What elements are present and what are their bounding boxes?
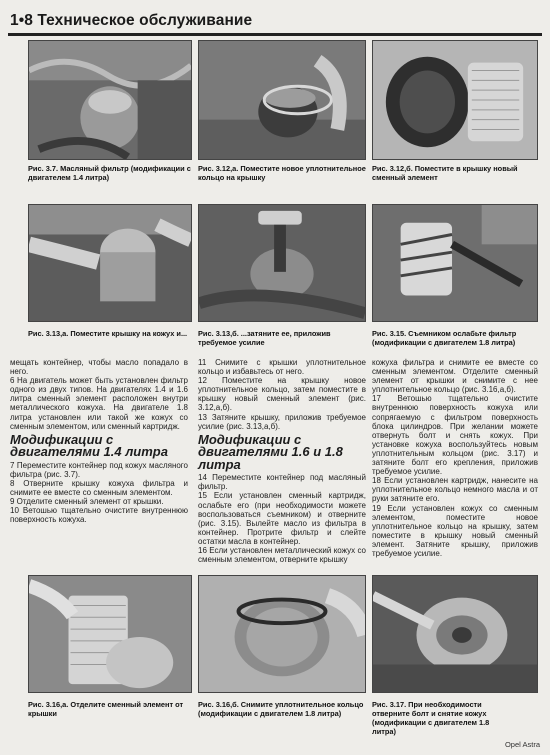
figure-3-13a-caption: Рис. 3.13,а. Поместите крышку на кожух и... [28,329,188,338]
paragraph: 6 На двигатель может быть установлен фильтр одного из двух типов. На двигателях 1.4 и 1.6 литра сменный элемент расположен внутри металлического кожуха. На двигателе 1.8 литра установлен или такой же кожух со сменным элементом, или сменный картридж. [10,376,188,431]
figure-3-12b-photo [372,40,538,160]
figure-3-12a-caption: Рис. 3.12,а. Поместите новое уплотнительное кольцо на крышку [198,164,366,182]
paragraph: 10 Ветошью тщательно очистите внутреннюю поверхность кожуха. [10,506,188,525]
figure-3-13b-photo [198,204,366,322]
paragraph: 17 Ветошью тщательно очистите внутреннюю поверхность кожуха или сопрягаемую с фильтром поверхность блока цилиндров. При желании можете отвернуть болт и снять кожух. При установке кожуха воспользуйтесь новым уплотнительным кольцом (рис. 3.17) и затяните болт его крепления, приложив требуемое усилие. [372,394,538,477]
figure-3-7-photo [28,40,192,160]
page-title: 1•8 Техническое обслуживание [10,12,253,29]
figure-3-13a-photo [28,204,192,322]
figure-3-12a-photo [198,40,366,160]
paragraph: кожуха фильтра и снимите ее вместе со сменным элементом. Отделите сменный элемент от крышки и снимите с нее уплотнительное кольцо (рис. 3.16,а,б). [372,358,538,395]
figure-3-17-caption: Рис. 3.17. При необходимости отверните болт и снятие кожух (модификации с двигателем 1.8 литра) [372,700,490,736]
section-heading: Модификации с двигателями 1.4 литра [10,431,168,460]
figure-3-15-caption: Рис. 3.15. Съемником ослабьте фильтр (модификации с двигателем 1.8 литра) [372,329,517,347]
paragraph: 13 Затяните крышку, приложив требуемое усилие (рис. 3.13,а,б). [198,412,366,431]
figure-3-12b-caption: Рис. 3.12,б. Поместите в крышку новый сменный элемент [372,164,518,182]
figure-3-16a-photo [28,575,192,693]
paragraph: 16 Если установлен металлический кожух со сменным элементом, отверните крышку [198,546,366,565]
paragraph: 14 Переместите контейнер под масляный фильтр. [198,473,366,492]
figure-3-13b-caption: Рис. 3.13,б. ...затяните ее, приложив требуемое усилие [198,329,331,347]
figure-3-16b-photo [198,575,366,693]
figure-3-16b-caption: Рис. 3.16,б. Снимите уплотнительное кольцо (модификации с двигателем 1.8 литра) [198,700,364,718]
text-column-1 [10,358,188,524]
paragraph: 15 Если установлен сменный картридж, ослабьте его (при необходимости можете воспользоваться съемником) и отверните (рис. 3.15). Вылейте масло из фильтра в контейнер. Протрите фильтр и слейте остатки масла в контейнер. [198,491,366,546]
text-column-2 [198,358,366,564]
text-column-3 [372,358,538,558]
paragraph: мещать контейнер, чтобы масло попадало в него. [10,358,188,377]
figure-3-7-caption: Рис. 3.7. Масляный фильтр (модификации с двигателем 1.4 литра) [28,164,191,182]
paragraph: 9 Отделите сменный элемент от крышки. [10,497,164,507]
paragraph: 12 Поместите на крышку новое уплотнительное кольцо, затем поместите в крышку новый сменный элемент (рис. 3.12,а,б). [198,376,366,413]
paragraph: 7 Переместите контейнер под кожух масляного фильтра (рис. 3.7). [10,460,188,479]
page-footer: Opel Astra [504,740,540,749]
header-rule [8,33,542,36]
paragraph: 18 Если установлен картридж, нанесите на уплотнительное кольцо немного масла и от руки затяните его. [372,476,538,504]
figure-3-17-photo [372,575,538,693]
page-header [0,0,550,38]
section-heading: Модификации с двигателями 1.6 и 1.8 литра [198,431,343,472]
paragraph: 19 Если установлен кожух со сменным элементом, поместите новое уплотнительное кольцо на крышку, затем поместите в крышку новый сменный элемент. Затяните крышку, приложив требуемое усилие. [372,503,538,558]
figure-3-15-photo [372,204,538,322]
paragraph: 11 Снимите с крышки уплотнительное кольцо и избавьтесь от него. [198,358,366,377]
figure-3-16a-caption: Рис. 3.16,а. Отделите сменный элемент от крышки [28,700,184,718]
paragraph: 8 Отверните крышку кожуха фильтра и снимите ее вместе со сменным элементом. [10,478,188,498]
